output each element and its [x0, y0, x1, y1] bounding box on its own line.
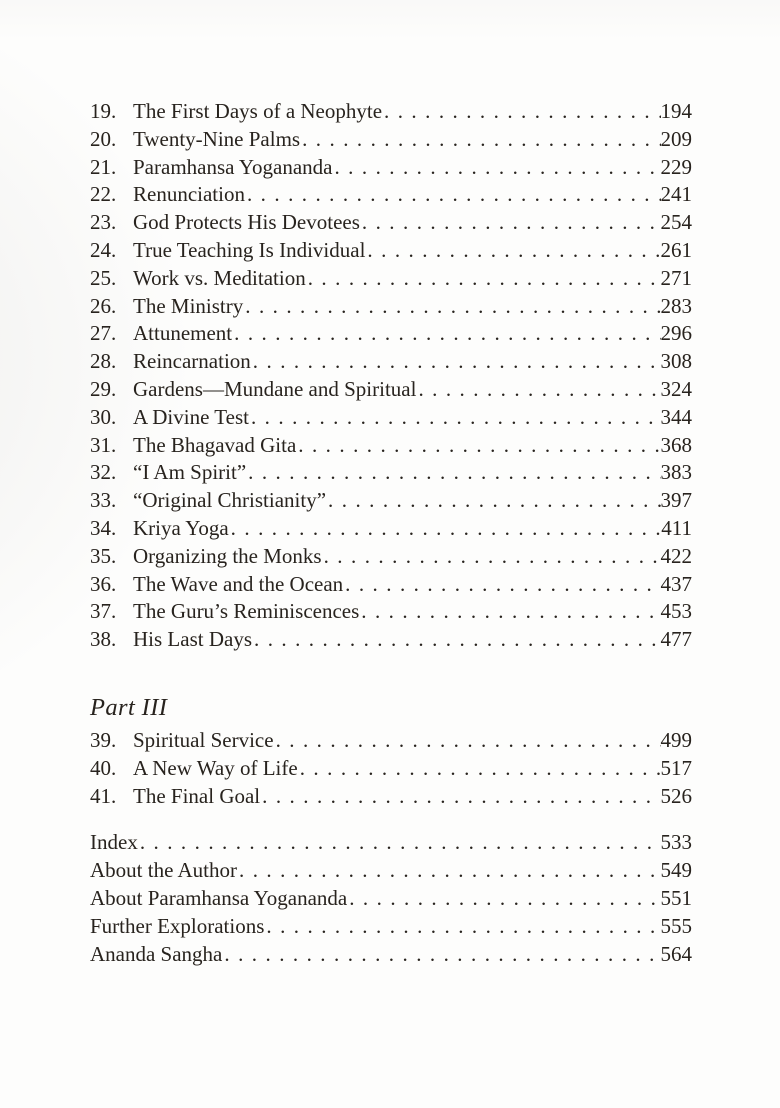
chapter-title: Organizing the Monks — [133, 543, 322, 568]
chapter-number: 36. — [90, 571, 117, 596]
chapter-title: The Bhagavad Gita — [133, 432, 297, 457]
chapter-number: 39. — [90, 727, 117, 752]
page-number: 308 — [660, 349, 692, 374]
dot-leader — [252, 626, 661, 654]
back-matter-entry — [90, 941, 692, 969]
page-number: 383 — [660, 460, 692, 485]
chapter-title: Spiritual Service — [133, 727, 274, 752]
page-number: 555 — [660, 913, 692, 938]
chapter-title: Work vs. Meditation — [133, 265, 306, 290]
back-matter-entry — [90, 829, 692, 857]
page-number: 229 — [660, 154, 692, 179]
back-matter-title: About Paramhansa Yogananda — [90, 885, 348, 910]
page-number: 296 — [660, 321, 692, 346]
dot-leader — [138, 829, 661, 857]
dot-leader — [245, 181, 661, 209]
toc-entry — [90, 487, 692, 515]
toc-entry — [90, 459, 692, 487]
chapter-number: 31. — [90, 432, 117, 457]
page-number: 551 — [660, 885, 692, 910]
chapter-number: 32. — [90, 460, 117, 485]
dot-leader — [229, 515, 662, 543]
chapter-title: Attunement — [133, 321, 233, 346]
dot-leader — [365, 237, 660, 265]
dot-leader — [343, 571, 660, 599]
chapter-title: True Teaching Is Individual — [133, 237, 366, 262]
page-number: 517 — [660, 755, 692, 780]
chapter-title: The Final Goal — [133, 783, 261, 808]
toc-entry — [90, 98, 692, 126]
chapter-title: Reincarnation — [133, 349, 251, 374]
page-number: 477 — [660, 627, 692, 652]
chapter-title: Kriya Yoga — [133, 515, 229, 540]
page-number: 533 — [660, 830, 692, 855]
back-matter-title: Index — [90, 830, 138, 855]
back-matter-title: Further Explorations — [90, 913, 265, 938]
chapter-number: 25. — [90, 265, 117, 290]
dot-leader — [326, 487, 660, 515]
chapter-number: 19. — [90, 99, 117, 123]
dot-leader — [360, 209, 661, 237]
dot-leader — [296, 432, 660, 460]
page-number: 271 — [660, 265, 692, 290]
page-number: 368 — [660, 432, 692, 457]
page-number: 453 — [660, 599, 692, 624]
page-number: 397 — [660, 488, 692, 513]
chapter-title: “Original Christianity” — [133, 488, 327, 513]
page-number: 499 — [660, 727, 692, 752]
dot-leader — [260, 783, 660, 811]
toc-entry — [90, 376, 692, 404]
dot-leader — [416, 376, 660, 404]
page-number: 209 — [660, 126, 692, 151]
page-number: 324 — [660, 376, 692, 401]
chapter-number: 21. — [90, 154, 117, 179]
chapter-title: A Divine Test — [133, 404, 249, 429]
chapter-number: 35. — [90, 543, 117, 568]
page-number: 194 — [660, 99, 692, 123]
chapter-number: 33. — [90, 488, 117, 513]
chapter-number: 24. — [90, 237, 117, 262]
back-matter-list — [90, 829, 692, 968]
chapter-number: 23. — [90, 210, 117, 235]
dot-leader — [359, 598, 660, 626]
toc-entry — [90, 154, 692, 182]
dot-leader — [298, 755, 661, 783]
dot-leader — [249, 404, 661, 432]
dot-leader — [347, 885, 660, 913]
dot-leader — [222, 941, 660, 969]
dot-leader — [274, 727, 661, 755]
dot-leader — [251, 348, 661, 376]
toc-entry — [90, 571, 692, 599]
dot-leader — [246, 459, 660, 487]
table-of-contents — [90, 98, 692, 968]
part-iii-heading: Part III — [90, 693, 168, 721]
dot-leader — [322, 543, 661, 571]
chapter-list-part3 — [90, 727, 692, 810]
chapter-title: His Last Days — [133, 627, 252, 652]
toc-entry — [90, 515, 692, 543]
dot-leader — [332, 154, 660, 182]
dot-leader — [382, 98, 660, 126]
page-number: 526 — [660, 783, 692, 808]
toc-entry — [90, 404, 692, 432]
chapter-title: Renunciation — [133, 182, 245, 207]
chapter-number: 38. — [90, 627, 117, 652]
chapter-number: 27. — [90, 321, 117, 346]
toc-entry — [90, 783, 692, 811]
chapter-title: Gardens—Mundane and Spiritual — [133, 376, 417, 401]
page-number: 241 — [660, 182, 692, 207]
toc-entry — [90, 348, 692, 376]
chapter-number: 22. — [90, 182, 117, 207]
back-matter-entry — [90, 857, 692, 885]
toc-entry — [90, 727, 692, 755]
chapter-number: 26. — [90, 293, 117, 318]
chapter-number: 34. — [90, 515, 117, 540]
toc-entry — [90, 598, 692, 626]
page-number: 564 — [660, 941, 692, 966]
toc-entry — [90, 543, 692, 571]
toc-entry — [90, 126, 692, 154]
toc-entry — [90, 293, 692, 321]
dot-leader — [232, 320, 660, 348]
page-number: 283 — [660, 293, 692, 318]
chapter-number: 37. — [90, 599, 117, 624]
page-number: 422 — [660, 543, 692, 568]
toc-entry — [90, 265, 692, 293]
chapter-title: The Wave and the Ocean — [133, 571, 344, 596]
chapter-number: 20. — [90, 126, 117, 151]
back-matter-entry — [90, 913, 692, 941]
chapter-list-part2 — [90, 98, 692, 654]
toc-entry — [90, 320, 692, 348]
toc-entry — [90, 237, 692, 265]
chapter-title: God Protects His Devotees — [133, 210, 360, 235]
page-number: 437 — [660, 571, 692, 596]
toc-entry — [90, 209, 692, 237]
back-matter-entry — [90, 885, 692, 913]
back-matter-title: Ananda Sangha — [90, 941, 223, 966]
dot-leader — [264, 913, 660, 941]
dot-leader — [237, 857, 661, 885]
chapter-title: The First Days of a Neophyte — [133, 99, 383, 123]
chapter-number: 28. — [90, 349, 117, 374]
chapter-number: 40. — [90, 755, 117, 780]
toc-entry — [90, 755, 692, 783]
page-number: 411 — [661, 515, 692, 540]
toc-entry — [90, 626, 692, 654]
page-number: 254 — [660, 210, 692, 235]
page-number: 261 — [660, 237, 692, 262]
chapter-number: 30. — [90, 404, 117, 429]
chapter-title: Twenty-Nine Palms — [133, 126, 301, 151]
chapter-title: The Ministry — [133, 293, 244, 318]
page-number: 549 — [660, 858, 692, 883]
dot-leader — [306, 265, 661, 293]
page-number: 344 — [660, 404, 692, 429]
toc-entry — [90, 181, 692, 209]
dot-leader — [300, 126, 660, 154]
chapter-number: 41. — [90, 783, 117, 808]
toc-entry — [90, 432, 692, 460]
chapter-title: “I Am Spirit” — [133, 460, 247, 485]
dot-leader — [243, 293, 660, 321]
chapter-title: Paramhansa Yogananda — [133, 154, 333, 179]
chapter-title: A New Way of Life — [133, 755, 298, 780]
back-matter-title: About the Author — [90, 858, 237, 883]
chapter-number: 29. — [90, 376, 117, 401]
chapter-title: The Guru’s Reminiscences — [133, 599, 360, 624]
